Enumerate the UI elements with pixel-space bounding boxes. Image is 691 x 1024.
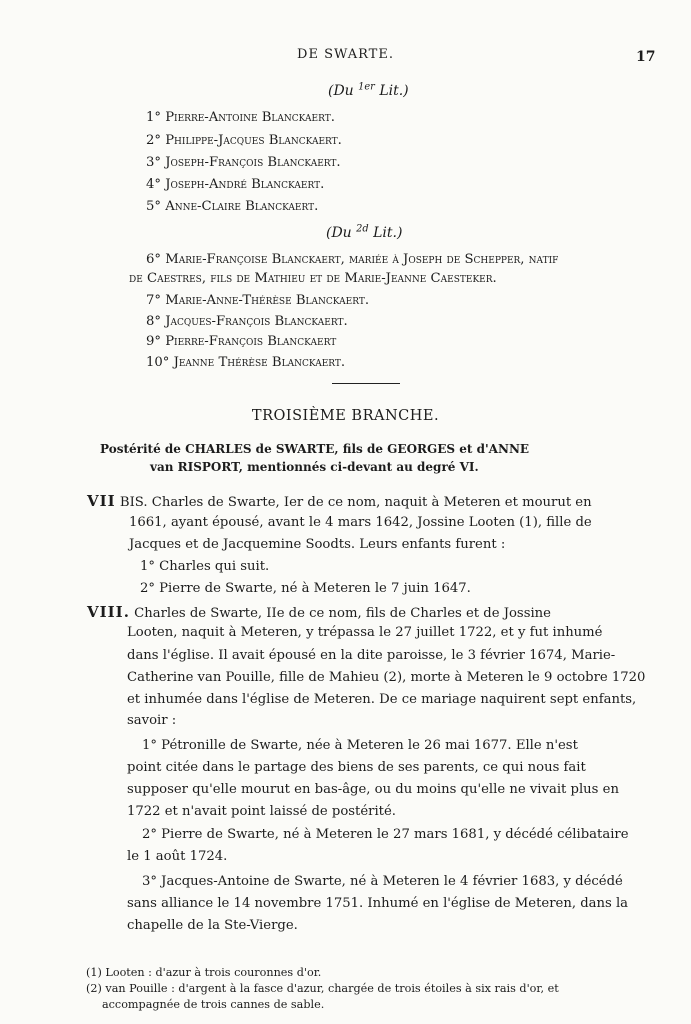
branch-title: TROISIÈME BRANCHE. bbox=[251, 408, 440, 424]
degree-viii-line-2: Looten, naquit à Meteren, y trépassa le 27 juillet 1722, et y fut inhumé bbox=[127, 625, 603, 640]
child-3: 3° Joseph-François Blanckaert. bbox=[146, 155, 341, 170]
child-6: 6° Marie-Françoise Blanckaert, mariée à Joseph de Schepper, natif bbox=[146, 252, 559, 267]
footnote-2: (2) van Pouille : d'argent à la fasce d'azur, chargée de trois étoiles à six rais d'or, et bbox=[86, 982, 559, 995]
degree-viii-child-1-line-2: point citée dans le partage des biens de ses parents, ce qui nous fait bbox=[127, 760, 586, 775]
child-5: 5° Anne-Claire Blanckaert. bbox=[146, 199, 319, 214]
degree-vii-label: VII bbox=[87, 492, 116, 510]
child-1: 1° Pierre-Antoine Blanckaert. bbox=[146, 110, 335, 125]
section-divider bbox=[332, 383, 400, 384]
degree-vii-child-2: 2° Pierre de Swarte, né à Meteren le 7 juin 1647. bbox=[140, 581, 471, 596]
degree-vii-line-2: 1661, ayant épousé, avant le 4 mars 1642, Jossine Looten (1), fille de bbox=[129, 515, 592, 530]
degree-viii-label: VIII. bbox=[87, 603, 130, 621]
footnote-1: (1) Looten : d'azur à trois couronnes d'or. bbox=[86, 966, 322, 979]
running-head: DE SWARTE. bbox=[297, 47, 394, 62]
child-7: 7° Marie-Anne-Thérèse Blanckaert. bbox=[146, 293, 370, 308]
first-lit-heading: (Du $^{1er}$ Lit.) bbox=[328, 81, 409, 99]
degree-viii-child-2-line-2: le 1 août 1724. bbox=[127, 849, 228, 864]
degree-vii-line-3: Jacques et de Jacquemine Soodts. Leurs enfants furent : bbox=[129, 537, 506, 552]
footnote-2-cont: accompagnée de trois cannes de sable. bbox=[102, 998, 325, 1011]
degree-viii-line-5: et inhumée dans l'église de Meteren. De ce mariage naquirent sept enfants, bbox=[127, 692, 637, 707]
child-4: 4° Joseph-André Blanckaert. bbox=[146, 177, 325, 192]
child-2: 2° Philippe-Jacques Blanckaert. bbox=[146, 133, 342, 148]
child-9: 9° Pierre-François Blanckaert bbox=[146, 334, 337, 349]
degree-viii-line-3: dans l'église. Il avait épousé en la dite paroisse, le 3 février 1674, Marie- bbox=[127, 648, 616, 663]
degree-viii-line-1: VIII. Charles de Swarte, IIe de ce nom, fils de Charles et de Jossine bbox=[87, 603, 551, 621]
degree-viii-line-4: Catherine van Pouille, fille de Mahieu (2), morte à Meteren le 9 octobre 1720 bbox=[127, 670, 646, 685]
child-6-cont: de Caestres, fils de Mathieu et de Marie-Jeanne Caesteker. bbox=[129, 271, 497, 286]
degree-viii-line-6: savoir : bbox=[127, 713, 177, 728]
degree-viii-child-3-line-2: sans alliance le 14 novembre 1751. Inhumé en l'église de Meteren, dans la bbox=[127, 896, 629, 911]
degree-vii-line-1: VII BIS. Charles de Swarte, Ier de ce nom, naquit à Meteren et mourut en bbox=[87, 492, 592, 510]
degree-viii-child-1-line-1: 1° Pétronille de Swarte, née à Meteren le 26 mai 1677. Elle n'est bbox=[142, 738, 578, 753]
branch-intro-line-2: van RISPORT, mentionnés ci-devant au degré VI. bbox=[150, 460, 479, 474]
degree-vii-child-1: 1° Charles qui suit. bbox=[140, 559, 270, 574]
second-lit-heading: (Du $^{2d}$ Lit.) bbox=[326, 223, 403, 241]
degree-viii-child-3-line-3: chapelle de la Ste-Vierge. bbox=[127, 918, 298, 933]
degree-viii-child-1-line-3: supposer qu'elle mourut en bas-âge, ou du moins qu'elle ne vivait plus en bbox=[127, 782, 619, 797]
degree-viii-child-3-line-1: 3° Jacques-Antoine de Swarte, né à Meteren le 4 février 1683, y décédé bbox=[142, 874, 623, 889]
degree-viii-child-2-line-1: 2° Pierre de Swarte, né à Meteren le 27 mars 1681, y décédé célibataire bbox=[142, 827, 629, 842]
branch-intro-line-1: Postérité de CHARLES de SWARTE, fils de GEORGES et d'ANNE bbox=[100, 442, 530, 456]
degree-viii-child-1-line-4: 1722 et n'avait point laissé de postérité. bbox=[127, 804, 396, 819]
child-8: 8° Jacques-François Blanckaert. bbox=[146, 314, 348, 329]
child-10: 10° Jeanne Thérèse Blanckaert. bbox=[146, 355, 346, 370]
page-number: 17 bbox=[636, 49, 656, 65]
